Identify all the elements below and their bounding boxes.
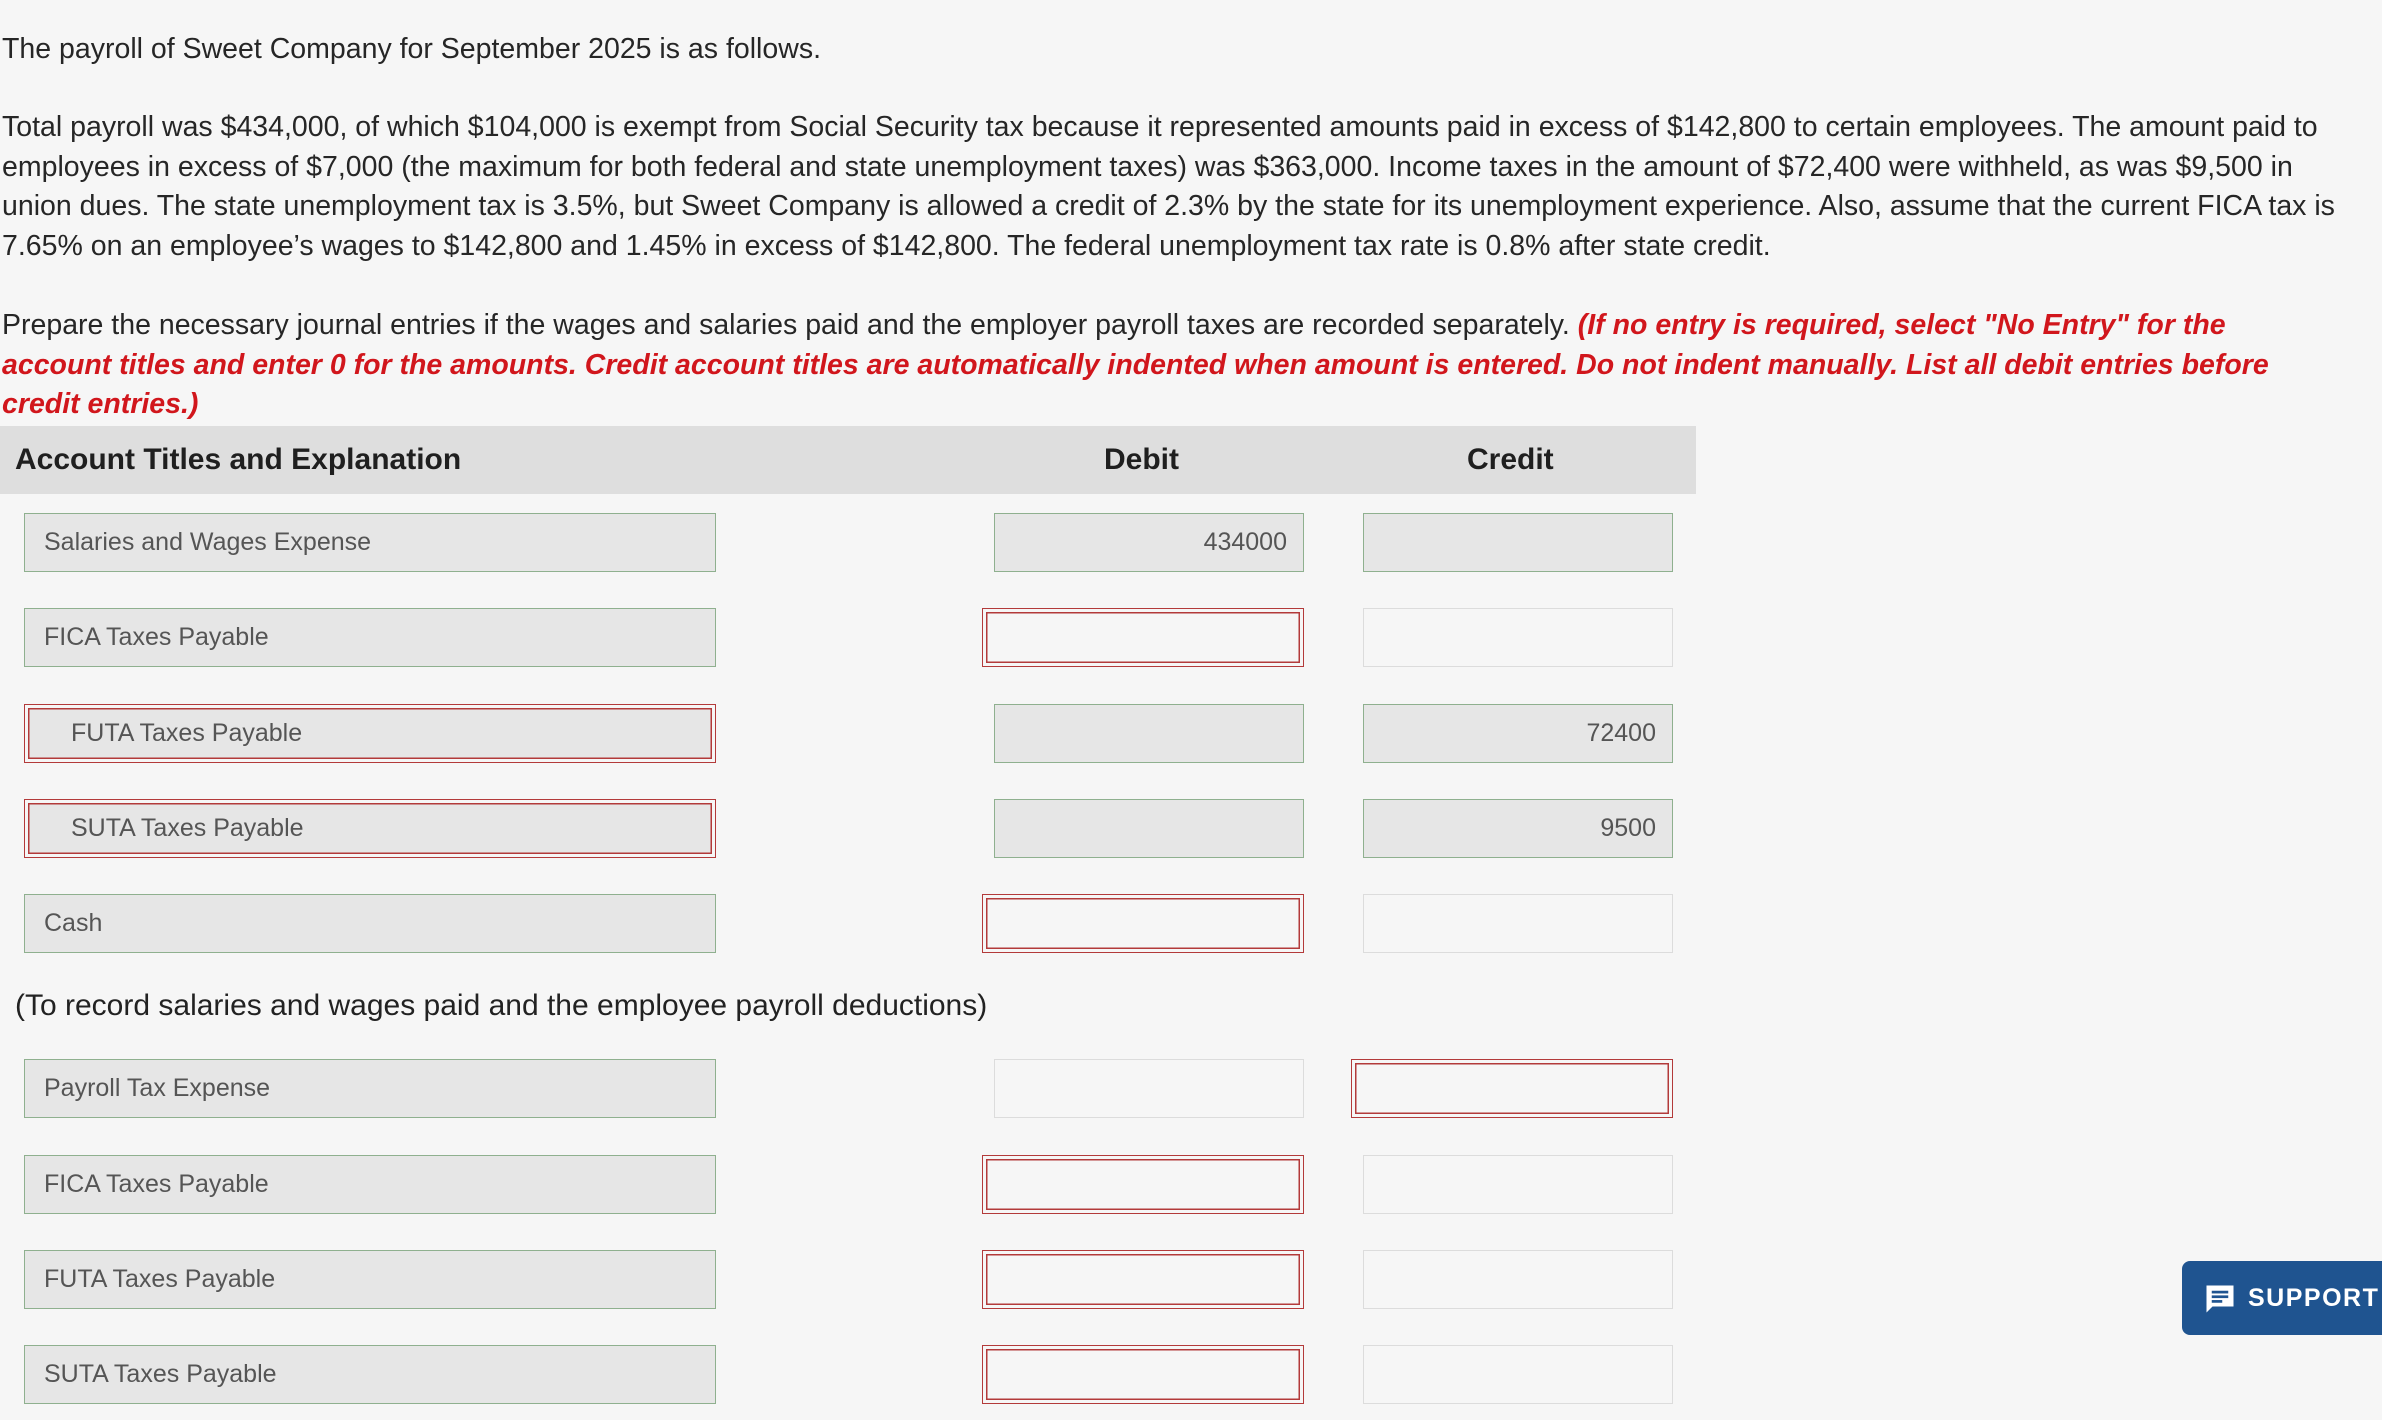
support-label: SUPPORT bbox=[2248, 1284, 2380, 1312]
entry2-row2-credit[interactable] bbox=[1363, 1155, 1673, 1214]
entry1-row5-credit[interactable] bbox=[1363, 894, 1673, 953]
entry2-row4-credit[interactable] bbox=[1363, 1345, 1673, 1404]
entry2-row1-credit[interactable] bbox=[1351, 1059, 1673, 1118]
entry2-row4-debit[interactable] bbox=[982, 1345, 1304, 1404]
entry2-row1-debit[interactable] bbox=[994, 1059, 1304, 1118]
header-debit: Debit bbox=[1104, 443, 1179, 476]
entry1-row5-account[interactable]: Cash bbox=[24, 894, 716, 953]
entry2-row4-account[interactable]: SUTA Taxes Payable bbox=[24, 1345, 716, 1404]
prompt-text: Prepare the necessary journal entries if the wages and salaries paid and the employer payroll taxes are recorded separately. bbox=[2, 309, 1578, 341]
entry1-row3-account[interactable]: FUTA Taxes Payable bbox=[24, 704, 716, 763]
entry1-memo: (To record salaries and wages paid and the employee payroll deductions) bbox=[15, 989, 988, 1022]
entry1-row3-debit[interactable] bbox=[994, 704, 1304, 763]
chat-icon bbox=[2202, 1281, 2238, 1317]
problem-intro: The payroll of Sweet Company for September 2025 is as follows. bbox=[2, 33, 821, 65]
entry1-row4-account[interactable]: SUTA Taxes Payable bbox=[24, 799, 716, 858]
header-account: Account Titles and Explanation bbox=[15, 443, 462, 476]
entry1-row2-account[interactable]: FICA Taxes Payable bbox=[24, 608, 716, 667]
entry2-row3-credit[interactable] bbox=[1363, 1250, 1673, 1309]
entry1-row3-credit[interactable]: 72400 bbox=[1363, 704, 1673, 763]
entry1-row4-credit[interactable]: 9500 bbox=[1363, 799, 1673, 858]
entry1-row5-debit[interactable] bbox=[982, 894, 1304, 953]
problem-prompt bbox=[2, 306, 2342, 425]
header-credit: Credit bbox=[1467, 443, 1554, 476]
table-header bbox=[0, 426, 1696, 494]
problem-details: Total payroll was $434,000, of which $104,000 is exempt from Social Security tax because it represented amounts paid in excess of $142,800 to certain employees. The amount paid to employees in excess of $7,000 (the maximum for both federal and state unemployment taxes) was $363,000. Income taxes in the amount of $72,400 were withheld, as was $9,500 in union dues. The state unemployment tax is 3.5%, but Sweet Company is allowed a credit of 2.3% by the state for its unemployment experience. Also, assume that the current FICA tax is 7.65% on an employee’s wages to $142,800 and 1.45% in excess of $142,800. The federal unemployment tax rate is 0.8% after state credit. bbox=[2, 111, 2335, 262]
entry1-row2-credit[interactable] bbox=[1363, 608, 1673, 667]
entry1-row1-account[interactable]: Salaries and Wages Expense bbox=[24, 513, 716, 572]
entry1-row1-debit[interactable]: 434000 bbox=[994, 513, 1304, 572]
instructions-text: (If no entry is required, select "No Entry" for the account titles and enter 0 for the amounts. Credit account titles are automatically indented when amount is entered. Do not indent manually. List all debit entries before credit entries.) bbox=[2, 309, 2269, 420]
entry2-row2-account[interactable]: FICA Taxes Payable bbox=[24, 1155, 716, 1214]
entry1-row2-debit[interactable] bbox=[982, 608, 1304, 667]
entry1-row1-credit[interactable] bbox=[1363, 513, 1673, 572]
support-button[interactable] bbox=[2182, 1261, 2382, 1335]
entry2-row3-account[interactable]: FUTA Taxes Payable bbox=[24, 1250, 716, 1309]
entry2-row2-debit[interactable] bbox=[982, 1155, 1304, 1214]
entry2-row3-debit[interactable] bbox=[982, 1250, 1304, 1309]
entry2-row1-account[interactable]: Payroll Tax Expense bbox=[24, 1059, 716, 1118]
entry1-row4-debit[interactable] bbox=[994, 799, 1304, 858]
